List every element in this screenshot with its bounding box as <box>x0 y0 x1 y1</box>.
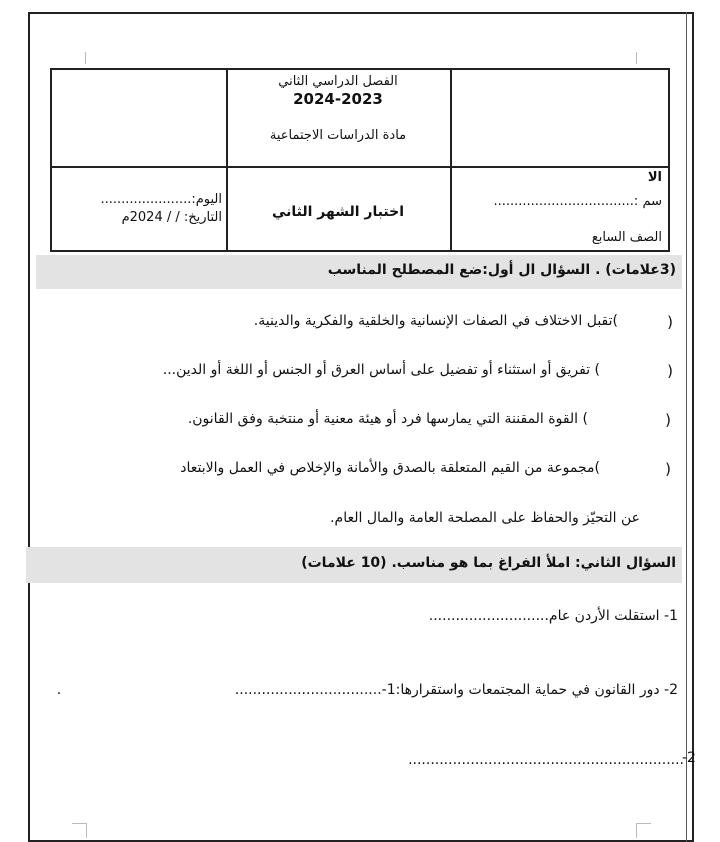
q2-item-1: 1- استقلت الأردن عام........................... <box>428 608 678 624</box>
date-field: التاريخ: / / 2024م <box>121 210 222 225</box>
name-label: الا <box>647 170 662 185</box>
table-divider <box>52 166 668 168</box>
q1-item-4: )مجموعة من القيم المتعلقة بالصدق والأمانة والإخلاص في العمل والابتعاد <box>180 460 600 476</box>
q1-paren: ( <box>665 411 671 429</box>
page-margin-line <box>686 12 687 842</box>
margin-corner <box>72 823 87 838</box>
school-year: 2024-2023 <box>293 90 383 108</box>
header-table <box>50 68 670 252</box>
q2-item-2-dot: . <box>56 682 62 698</box>
semester-text: الفصل الدراسي الثاني <box>278 74 398 89</box>
q2-item-3-number: -2 <box>682 750 696 766</box>
q1-title: (3علامات) . السؤال ال أول:ضع المصطلح المناسب <box>327 262 676 278</box>
q1-item-1: )تقبل الاختلاف في الصفات الإنسانية والخلقية والفكرية والدينية. <box>253 313 618 329</box>
q1-item-3: ) القوة المقننة التي يمارسها فرد أو هيئة معنية أو منتخبة وفق القانون. <box>187 411 588 427</box>
margin-corner <box>636 823 651 838</box>
q2-item-2: 2- دور القانون في حماية المجتمعات واستقرارها:1-................................. <box>234 682 678 698</box>
q1-paren: ( <box>665 460 671 478</box>
q1-paren: ( <box>667 313 673 331</box>
q2-item-3-line: .............................................................. <box>408 752 684 768</box>
table-divider <box>450 70 452 250</box>
day-field: اليوم:...................... <box>100 192 222 207</box>
exam-title: اختبار الشهر الثاني <box>271 204 405 220</box>
q1-item-4-continuation: عن التحيّز والحفاظ على المصلحة العامة والمال العام. <box>330 510 640 526</box>
grade-text: الصف السابع <box>591 230 662 245</box>
name-field: سم :.................................. <box>493 194 662 209</box>
q1-item-2: ) تفريق أو استثناء أو تفضيل على أساس العرق أو الجنس أو اللغة أو الدين... <box>162 362 600 378</box>
q2-title: السؤال الثاني: املأ الفراغ بما هو مناسب. (10 علامات) <box>301 555 676 571</box>
margin-tick <box>636 52 637 64</box>
q1-paren: ( <box>667 362 673 380</box>
subject-text: مادة الدراسات الاجتماعية <box>269 128 407 143</box>
margin-tick <box>85 52 86 64</box>
